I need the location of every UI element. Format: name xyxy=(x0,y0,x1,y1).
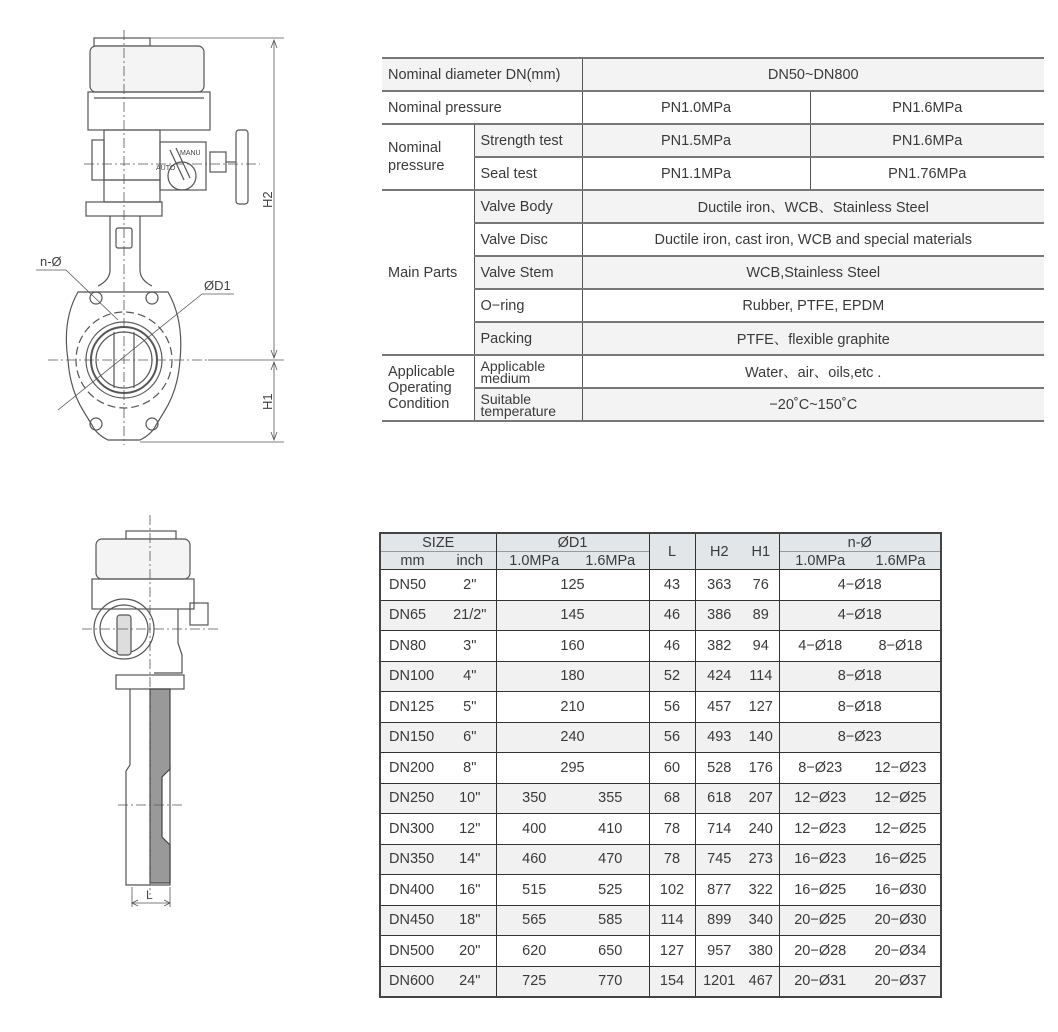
cell-size-mm: DN500 xyxy=(380,936,444,967)
table-row xyxy=(380,844,941,875)
dimensions-table xyxy=(379,532,942,998)
spec-value: WCB,Stainless Steel xyxy=(582,256,1044,289)
cell-d1-1.0mpa: 460 xyxy=(496,844,572,875)
spec-row-valve-stem xyxy=(382,256,1044,289)
header-d1-1.0mpa: 1.0MPa xyxy=(496,552,572,570)
cell-n-1.0mpa: 20−Ø31 xyxy=(779,966,861,997)
cell-d1-1.0mpa: 400 xyxy=(496,814,572,845)
spec-value: DN50~DN800 xyxy=(582,58,1044,91)
cell-size-inch: 6" xyxy=(444,722,496,753)
spec-label: Nominal pressure xyxy=(382,91,582,124)
header-inch: inch xyxy=(444,552,496,570)
cell-size-mm: DN125 xyxy=(380,692,444,723)
spec-group-label: Main Parts xyxy=(382,190,474,355)
cell-h2: 424 xyxy=(695,661,743,692)
cell-size-inch: 8" xyxy=(444,753,496,784)
cell-d1-1.6mpa: 355 xyxy=(572,783,649,814)
cell-l: 102 xyxy=(649,875,695,906)
cell-h2: 899 xyxy=(695,905,743,936)
spec-value: Ductile iron、WCB、Stainless Steel xyxy=(582,190,1044,223)
cell-d1-1.0mpa: 565 xyxy=(496,905,572,936)
spec-value: PN1.6MPa xyxy=(810,91,1044,124)
table-row xyxy=(380,905,941,936)
cell-l: 154 xyxy=(649,966,695,997)
cell-l: 114 xyxy=(649,905,695,936)
cell-h2: 386 xyxy=(695,600,743,631)
cell-h2: 745 xyxy=(695,844,743,875)
h1-label: H1 xyxy=(260,393,275,410)
cell-h1: 340 xyxy=(743,905,779,936)
handwheel xyxy=(236,130,248,204)
spec-label: Packing xyxy=(474,322,582,355)
cell-l: 78 xyxy=(649,814,695,845)
cell-h1: 322 xyxy=(743,875,779,906)
cell-n-1.6mpa: 12−Ø25 xyxy=(861,814,941,845)
cell-size-mm: DN300 xyxy=(380,814,444,845)
table-row xyxy=(380,570,941,601)
cell-n-1.6mpa: 16−Ø30 xyxy=(861,875,941,906)
cell-h1: 176 xyxy=(743,753,779,784)
actuator-cover xyxy=(96,539,190,579)
spec-row-o-ring xyxy=(382,289,1044,322)
cell-d1-1.6mpa: 470 xyxy=(572,844,649,875)
cell-size-inch: 2" xyxy=(444,570,496,601)
cell-l: 46 xyxy=(649,600,695,631)
cell-size-inch: 20" xyxy=(444,936,496,967)
cell-n-1.0mpa: 12−Ø23 xyxy=(779,783,861,814)
cell-d1-1.6mpa: 770 xyxy=(572,966,649,997)
cell-size-inch: 18" xyxy=(444,905,496,936)
cell-h2: 493 xyxy=(695,722,743,753)
cell-l: 60 xyxy=(649,753,695,784)
cell-h2: 618 xyxy=(695,783,743,814)
spec-label: O−ring xyxy=(474,289,582,322)
cell-size-inch: 10" xyxy=(444,783,496,814)
cell-size-mm: DN50 xyxy=(380,570,444,601)
cell-n-dia: 8−Ø23 xyxy=(779,722,941,753)
cell-n-1.6mpa: 20−Ø30 xyxy=(861,905,941,936)
cell-h2: 877 xyxy=(695,875,743,906)
spec-row-nominal-diameter xyxy=(382,58,1044,91)
table-row xyxy=(380,722,941,753)
spec-row-packing xyxy=(382,322,1044,355)
cell-n-1.0mpa: 12−Ø23 xyxy=(779,814,861,845)
actuator-cap xyxy=(94,38,150,46)
cell-l: 127 xyxy=(649,936,695,967)
table-row xyxy=(380,814,941,845)
valve-section xyxy=(150,689,170,883)
cell-d1: 295 xyxy=(496,753,649,784)
header-d1-1.6mpa: 1.6MPa xyxy=(572,552,649,570)
cell-n-1.6mpa: 8−Ø18 xyxy=(861,631,941,662)
cell-n-1.0mpa: 16−Ø23 xyxy=(779,844,861,875)
cell-size-inch: 5" xyxy=(444,692,496,723)
l-label: L xyxy=(146,888,153,902)
spec-group-label: Applicable Operating Condition xyxy=(382,355,474,421)
cell-d1-1.6mpa: 410 xyxy=(572,814,649,845)
cell-d1-1.6mpa: 650 xyxy=(572,936,649,967)
cell-n-1.6mpa: 12−Ø23 xyxy=(861,753,941,784)
spec-group-label: Nominal pressure xyxy=(382,124,474,190)
spec-value: −20˚C~150˚C xyxy=(582,388,1044,421)
cell-h2: 363 xyxy=(695,570,743,601)
cell-h2: 457 xyxy=(695,692,743,723)
cell-h1: 240 xyxy=(743,814,779,845)
cell-n-dia: 4−Ø18 xyxy=(779,570,941,601)
spec-row-valve-disc xyxy=(382,223,1044,256)
cell-size-mm: DN150 xyxy=(380,722,444,753)
table-row xyxy=(380,600,941,631)
cell-d1-1.0mpa: 620 xyxy=(496,936,572,967)
spec-row-temperature xyxy=(382,388,1044,421)
cell-n-1.0mpa: 16−Ø25 xyxy=(779,875,861,906)
cell-h1: 467 xyxy=(743,966,779,997)
cell-size-mm: DN80 xyxy=(380,631,444,662)
d1-label: ØD1 xyxy=(204,278,231,293)
cell-n-1.6mpa: 12−Ø25 xyxy=(861,783,941,814)
header-h2: H2 xyxy=(695,533,743,570)
valve-side-view-drawing xyxy=(70,515,240,915)
cell-size-inch: 4" xyxy=(444,661,496,692)
header-l: L xyxy=(649,533,695,570)
cell-d1: 180 xyxy=(496,661,649,692)
spec-value: PN1.0MPa xyxy=(582,91,810,124)
cell-n-dia: 8−Ø18 xyxy=(779,692,941,723)
cell-d1: 145 xyxy=(496,600,649,631)
cell-size-mm: DN65 xyxy=(380,600,444,631)
table-row xyxy=(380,966,941,997)
header-n-1.0mpa: 1.0MPa xyxy=(779,552,861,570)
spec-label: Seal test xyxy=(474,157,582,190)
cell-l: 43 xyxy=(649,570,695,601)
spec-label: Suitable temperature xyxy=(474,388,582,421)
valve-body xyxy=(66,292,180,440)
cell-size-mm: DN250 xyxy=(380,783,444,814)
cell-size-mm: DN350 xyxy=(380,844,444,875)
table-row xyxy=(380,936,941,967)
cell-h1: 114 xyxy=(743,661,779,692)
cell-h2: 714 xyxy=(695,814,743,845)
spec-value: PN1.1MPa xyxy=(582,157,810,190)
specification-table xyxy=(382,57,1044,422)
cell-d1: 210 xyxy=(496,692,649,723)
manu-label: MANU xyxy=(180,150,201,157)
spec-value: Ductile iron, cast iron, WCB and special materials xyxy=(582,223,1044,256)
cell-h1: 207 xyxy=(743,783,779,814)
spec-label: Applicable medium xyxy=(474,355,582,388)
actuator-body xyxy=(104,130,160,180)
cell-l: 46 xyxy=(649,631,695,662)
cell-size-mm: DN200 xyxy=(380,753,444,784)
spec-row-nominal-pressure xyxy=(382,91,1044,124)
auto-label: AUTO xyxy=(156,165,176,172)
spec-value: PN1.5MPa xyxy=(582,124,810,157)
cell-h1: 89 xyxy=(743,600,779,631)
cell-l: 68 xyxy=(649,783,695,814)
cell-n-1.6mpa: 20−Ø34 xyxy=(861,936,941,967)
cell-n-dia: 8−Ø18 xyxy=(779,661,941,692)
cell-size-mm: DN600 xyxy=(380,966,444,997)
spec-row-medium xyxy=(382,355,1044,388)
cell-size-inch: 3" xyxy=(444,631,496,662)
cell-d1: 160 xyxy=(496,631,649,662)
spec-label: Nominal diameter DN(mm) xyxy=(382,58,582,91)
valve-front-view-drawing xyxy=(28,30,300,450)
cell-n-1.0mpa: 20−Ø28 xyxy=(779,936,861,967)
table-row xyxy=(380,661,941,692)
header-h1: H1 xyxy=(743,533,779,570)
table-row xyxy=(380,783,941,814)
cell-size-mm: DN400 xyxy=(380,875,444,906)
cell-h2: 528 xyxy=(695,753,743,784)
spec-label: Strength test xyxy=(474,124,582,157)
cell-h1: 76 xyxy=(743,570,779,601)
header-size: SIZE xyxy=(380,533,496,552)
table-row xyxy=(380,875,941,906)
cell-l: 78 xyxy=(649,844,695,875)
spec-value: Water、air、oils,etc . xyxy=(582,355,1044,388)
cell-size-mm: DN450 xyxy=(380,905,444,936)
cell-d1: 240 xyxy=(496,722,649,753)
spec-label: Valve Disc xyxy=(474,223,582,256)
cell-size-inch: 16" xyxy=(444,875,496,906)
cell-h1: 380 xyxy=(743,936,779,967)
dimensions-table-body xyxy=(380,570,941,998)
cell-d1-1.6mpa: 525 xyxy=(572,875,649,906)
cell-size-inch: 12" xyxy=(444,814,496,845)
spec-value: PN1.76MPa xyxy=(810,157,1044,190)
spec-value: PN1.6MPa xyxy=(810,124,1044,157)
cell-size-inch: 14" xyxy=(444,844,496,875)
cell-h2: 957 xyxy=(695,936,743,967)
cell-size-inch: 21/2" xyxy=(444,600,496,631)
cell-h2: 382 xyxy=(695,631,743,662)
cell-l: 56 xyxy=(649,722,695,753)
n-dia-label: n-Ø xyxy=(40,254,62,269)
spec-label: Valve Body xyxy=(474,190,582,223)
cell-l: 56 xyxy=(649,692,695,723)
cell-h1: 273 xyxy=(743,844,779,875)
spec-row-strength-test xyxy=(382,124,1044,157)
cell-d1: 125 xyxy=(496,570,649,601)
header-mm: mm xyxy=(380,552,444,570)
cell-h1: 140 xyxy=(743,722,779,753)
cell-h1: 127 xyxy=(743,692,779,723)
cell-d1-1.0mpa: 725 xyxy=(496,966,572,997)
spec-row-seal-test xyxy=(382,157,1044,190)
table-row xyxy=(380,753,941,784)
cell-n-1.6mpa: 20−Ø37 xyxy=(861,966,941,997)
cell-d1-1.0mpa: 350 xyxy=(496,783,572,814)
cell-n-1.0mpa: 4−Ø18 xyxy=(779,631,861,662)
cell-n-1.6mpa: 16−Ø25 xyxy=(861,844,941,875)
cell-d1-1.6mpa: 585 xyxy=(572,905,649,936)
spec-value: Rubber, PTFE, EPDM xyxy=(582,289,1044,322)
cell-n-1.0mpa: 20−Ø25 xyxy=(779,905,861,936)
header-n-1.6mpa: 1.6MPa xyxy=(861,552,941,570)
spec-value: PTFE、flexible graphite xyxy=(582,322,1044,355)
header-d1: ØD1 xyxy=(496,533,649,552)
cell-size-inch: 24" xyxy=(444,966,496,997)
cell-h2: 1201 xyxy=(695,966,743,997)
header-n-dia: n-Ø xyxy=(779,533,941,552)
h2-label: H2 xyxy=(260,191,275,208)
spec-row-valve-body xyxy=(382,190,1044,223)
cell-n-1.0mpa: 8−Ø23 xyxy=(779,753,861,784)
cell-size-mm: DN100 xyxy=(380,661,444,692)
cell-l: 52 xyxy=(649,661,695,692)
actuator-cover xyxy=(90,46,204,92)
cell-h1: 94 xyxy=(743,631,779,662)
spec-label: Valve Stem xyxy=(474,256,582,289)
table-row xyxy=(380,631,941,662)
cell-d1-1.0mpa: 515 xyxy=(496,875,572,906)
table-row xyxy=(380,692,941,723)
cell-n-dia: 4−Ø18 xyxy=(779,600,941,631)
